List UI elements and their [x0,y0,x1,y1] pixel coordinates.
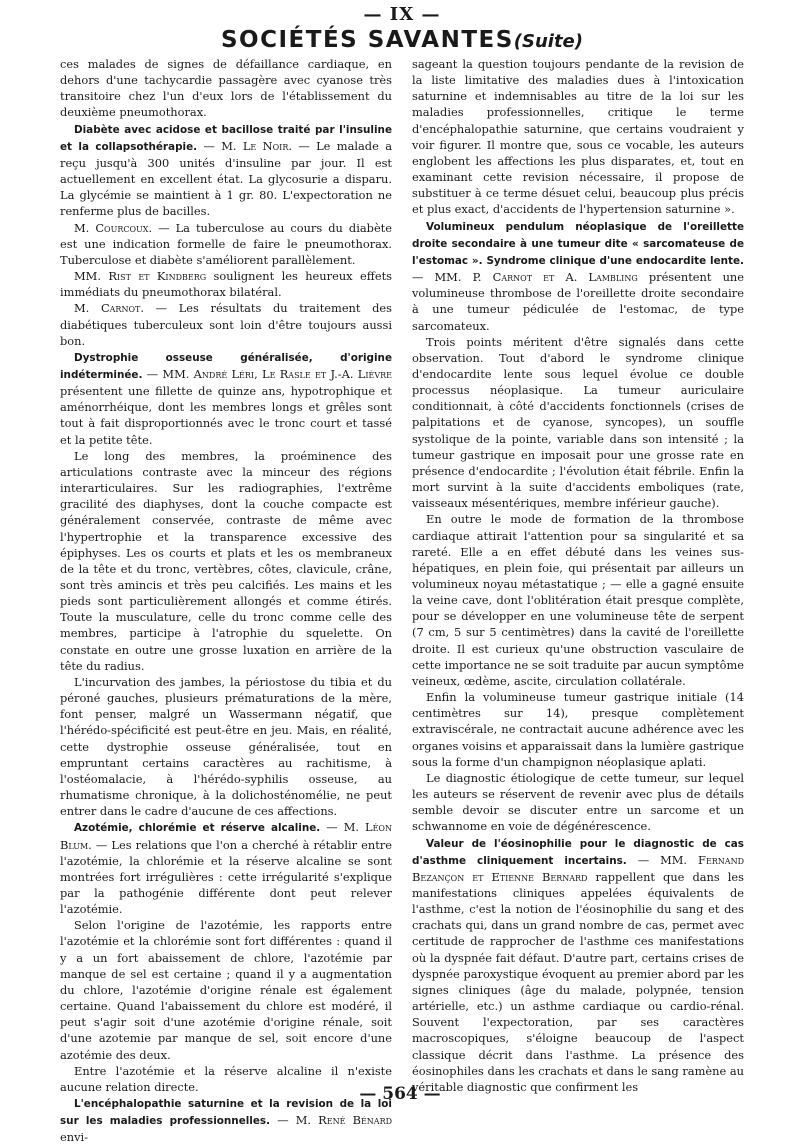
paragraph-text: Trois points méritent d'être signalés dans cette observation. Tout d'abord le syndrome clinique d'endocardite lente sous lequel évolue ce double processus néoplasique. La tumeur auriculaire conditionnait, à côté d'accidents fonctionnels (crises de palpitations et de cyanose, syncopes), un souffle systolique de la pointe, variable dans son intensité ; la tumeur gastrique en imposait pour une grosse rate en présence d'endocardite ; l'évolution était fébrile. Enfin la mort survint à la suite d'accidents emboliques (rate, vaisseaux mésentériques, membre inférieur gauche). [412,334,744,511]
paragraph-heading: Azotémie, chlorémie et réserve alcaline. [74,822,321,835]
paragraph [412,218,744,334]
paragraph-authors: M. Courcoux. [74,220,153,235]
paragraph-text: Entre l'azotémie et la réserve alcaline il n'existe aucune relation directe. [60,1063,392,1094]
paragraph-text: Le long des membres, la proéminence des articulations contraste avec la minceur des régions interarticulaires. Sur les radiographies, l'extrême gracilité des diaphyses, dont la couche compacte est généralement conservée, contraste de même avec l'hypertrophie et la transparence excessive des épiphyses. Les os courts et plats et les os membraneux de la tête et du tronc, vertèbres, côtes, clavicule, crâne, sont très amincis et très peu calcifiés. Les mains et les pieds sont particulièrement allongés et comme étirés. Toute la musculature, celle du tronc comme celle des membres, participe à l'atrophie du squelette. On constate en outre une grosse luxation en arrière de la tête du radius. [60,448,392,673]
paragraph-text: rappellent que dans les manifestations cliniques appelées équivalents de l'asthme, c'est la notion de l'éosinophilie du sang et des crachats qui, dans un grand nombre de cas, permet avec certitude de rapprocher de l'asthme ces manifestations où la dyspnée fait défaut. D'autre part, certains crises de dyspnée paroxystique évoquent au premier abord par les signes cliniques (âge du malade, polypnée, tension artérielle, etc.) un asthme cardiaque ou cardio-rénal. Souvent l'expectoration, par ses caractères macroscopiques, s'éloigne beaucoup de l'aspect classique décrit dans l'asthme. La présence des éosinophiles dans les crachats et dans le sang ramène au véritable diagnostic que confirment les [412,869,744,1094]
paragraph [60,917,392,1062]
paragraph-text: Selon l'origine de l'azotémie, les rapports entre l'azotémie et la chlorémie sont fort différentes : quand il y a un fort abaissement de chlore, l'azotémie par manque de sel est certaine ; quand il y a augmentation du chlore, l'azotémie d'origine rénale est également certaine. Quand l'abaissement du chlore est modéré, il peut s'agir soit d'une azotémie d'origine rénale, soit d'une azotemie par manque de sel, soit encore d'une azotémie des deux. [60,918,392,1062]
paragraph [60,819,392,917]
paragraph-text: soulignent les heureux effets immédiats du pneumothorax bilatéral. [60,269,392,300]
paragraph-heading: Volumineux pendulum néoplasique de l'oreillette droite secondaire à une tumeur dite « sarcomateuse de l'estomac ». Syndrome clinique d'une endocardite lente. [412,220,744,267]
paragraph-authors: M. Carnot. [74,301,144,316]
paragraph [60,300,392,348]
paragraph [412,835,744,1096]
paragraph-heading: L'encéphalopathie saturnine et la revision de la loi sur les maladies professionnelles. [60,1098,392,1128]
section-title-text: SOCIÉTÉS SAVANTES [220,27,514,53]
paragraph-text: sageant la question toujours pendante de la revision de la liste limitative des maladies dues à l'intoxication saturnine et indemnisables au titre de la loi sur les maladies professionnelles, critique le terme d'encéphalopathie saturnine, que certains voudraient y voir figurer. Il montre que, sous ce vocable, les auteurs englobent les affections les plus disparates, et, tout en examinant cette revision nécessaire, il propose de substituer à ce terme désuet celui, beaucoup plus précis et plus exact, d'accidents de l'hypertension saturnine ». [412,57,744,217]
text-columns [60,56,744,1145]
paragraph [412,689,744,770]
paragraph-text: présentent une volumineuse thrombose de l'oreillette droite secondaire à une tumeur pédiculée de l'estomac, de type sarcomateux. [412,270,744,333]
paragraph-text: Enfin la volumineuse tumeur gastrique initiale (14 centimètres sur 14), presque complètement extraviscérale, ne contractait aucune adhérence avec les organes voisins et apparaissait dans la lumière gastrique sous la forme d'un champignon néoplasique aplati. [412,690,744,769]
paragraph [60,268,392,300]
paragraph-text: — Les relations que l'on a cherché à rétablir entre l'azotémie, la chlorémie et la réserve alcaline se sont montrées fort irrégulières : cette irrégularité s'explique par la pathogénie différente dont peut relever l'azotémie. [60,837,392,917]
page-number: — 564 — [359,1084,441,1104]
paragraph-authors: — MM. Fernand Bezançon et Etienne Bernard [412,852,744,884]
paragraph-authors: — MM. P. Carnot et A. Lambling [412,270,638,285]
paragraph [60,121,392,220]
paragraph [412,511,744,689]
left-column [60,56,392,1145]
paragraph [60,220,392,268]
section-title-suffix: (Suite) [513,31,583,52]
paragraph-heading: Diabète avec acidose et bacillose traité par l'insuline et la collapsothérapie. [60,123,392,153]
right-column [412,56,744,1145]
paragraph-text: En outre le mode de formation de la thrombose cardiaque attirait l'attention pour sa singularité et sa rareté. Elle a en effet débuté dans les veines sus-hépatiques, en plein foie, qui présentait par ailleurs un volumineux noyau métastatique ; — elle a gagné ensuite la veine cave, dont l'oblitération était presque complète, pour se développer en une volumineuse tête de serpent (7 cm, 5 sur 5 centimètres) dans la cavité de l'oreillette droite. Il est curieux qu'une obstruction vasculaire de cette importance ne se soit traduite par aucun symptôme veineux, œdème, ascite, circulation collatérale. [412,512,744,688]
paragraph-text: présentent une fillette de quinze ans, hypotrophique et aménorrhéique, dont les membres longs et grêles sont tout à fait disproportionnés avec le tronc court et tassé et la petite tête. [60,384,392,447]
paragraph [412,770,744,835]
paragraph-text: — Le malade a reçu jusqu'à 300 unités d'insuline par jour. Il est actuellement en excellent état. La glycosurie a disparu. La glycémie se maintient à 1 gr. 80. L'expectoration ne renferme plus de bacilles. [60,138,392,219]
page-roman-numeral: — IX — [363,4,441,25]
paragraph-text: Le diagnostic étiologique de cette tumeur, sur lequel les auteurs se réservent de revenir avec plus de détails semble devoir se discuter entre un sarcome et un schwannome en voie de dégénérescence. [412,770,744,834]
paragraph-authors: — M. René Bénard [277,1113,393,1128]
paragraph-text: L'incurvation des jambes, la périostose du tibia et du péroné gauches, plusieurs prématurations de la mère, font penser, malgré un Wassermann négatif, que l'hérédo-spécificité est peut-être en jeu. Mais, en réalité, cette dystrophie osseuse généralisée, tout en empruntant certains caractères au rachitisme, à l'ostéomalacie, à l'hérédo-syphilis osseuse, au rhumatisme chronique, à la dolichosténomélie, ne peut entrer dans le cadre d'aucune de ces affections. [60,674,392,819]
paragraph-text: — Les résultats du traitement des diabétiques tuberculeux sont loin d'être toujours aussi bon. [60,301,393,348]
paragraph-text: envi- [60,1130,89,1145]
paragraph-heading: Dystrophie osseuse généralisée, d'origine indéterminée. [60,351,392,381]
paragraph-text: — La tuberculose au cours du diabète est une indication formelle de faire le pneumothorax. Tuberculose et diabète s'améliorent parallèlement. [60,220,393,267]
paragraph-authors: — MM. André Léri, Le Rasle et J.-A. Lièvre [146,366,392,381]
section-title [60,26,744,54]
paragraph-text: ces malades de signes de défaillance cardiaque, en dehors d'une tachycardie passagère avec cyanose très transitoire chez l'un d'eux lors de l'établissement du deuxième pneumothorax. [60,57,392,120]
paragraph [60,448,392,674]
paragraph [60,56,392,121]
paragraph-heading: Valeur de l'éosinophilie pour le diagnostic de cas d'asthme cliniquement incertains. [412,837,744,867]
paragraph [60,349,392,448]
paragraph-authors: MM. Rist et Kindberg [74,269,207,284]
paragraph [412,56,744,218]
paragraph-authors: — M. Le Noir. [203,138,292,153]
paragraph [412,334,744,512]
paragraph [60,674,392,819]
paragraph-authors: — M. Léon Blum. [60,820,392,852]
